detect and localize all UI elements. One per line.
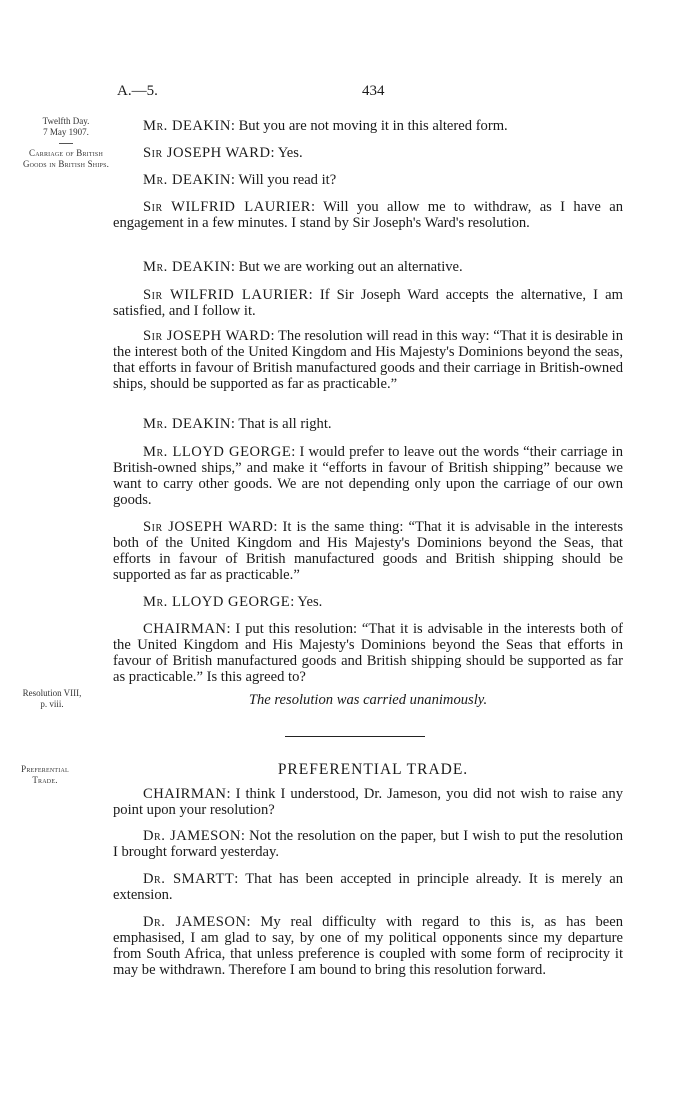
speech-text: My real difficulty with regard to this is, as has been emphasised, I am glad to say, by one of my political opponents since my departure from South Africa, that unless preference is coupled with some form of reciprocity it may be withdrawn. Therefore I am bound to bring this resolution forward. [113, 914, 624, 978]
para-6: Sir WILFRID LAURIER: If Sir Joseph Ward accepts the alternative, I am satisfied, and I follow it. [113, 287, 623, 319]
margin-subject-carriage: Carriage of British Goods in British Ships. [22, 148, 110, 169]
speaker: Sir WILFRID LAURIER [143, 199, 312, 215]
speaker: Sir JOSEPH WARD [143, 145, 271, 161]
para-5: Mr. DEAKIN: But we are working out an alternative. [143, 259, 463, 275]
speaker: Mr. DEAKIN [143, 416, 231, 432]
resolution-carried: The resolution was carried unanimously. [248, 692, 488, 708]
speaker: Sir JOSEPH WARD [143, 519, 274, 535]
para-9: Mr. LLOYD GEORGE: I would prefer to leave out the words “their carriage in British-owned ships,” and make it “efforts in favour of British shipping” because we want to carry other goods. We are not depending only upon the carriage of our own goods. [113, 444, 624, 508]
speaker: Mr. LLOYD GEORGE [143, 594, 291, 610]
speaker: Dr. JAMESON [143, 828, 241, 844]
para-1: Mr. DEAKIN: But you are not moving it in this altered form. [143, 118, 508, 134]
para-4: Sir WILFRID LAURIER: Will you allow me to withdraw, as I have an engagement in a few minutes. I stand by Sir Joseph's Ward's resolution. [113, 199, 623, 231]
page-number: 434 [362, 83, 385, 99]
speaker: Sir JOSEPH WARD [143, 328, 271, 344]
speech-text: That has been accepted in principle already. It is merely an extension. [113, 871, 623, 903]
speech-text: But you are not moving it in this altered form. [238, 118, 508, 134]
para-15: Dr. SMARTT: That has been accepted in principle already. It is merely an extension. [113, 871, 623, 903]
speech-text: Not the resolution on the paper, but I wish to put the resolution I brought forward yesterday. [113, 828, 624, 860]
speaker: Dr. JAMESON [143, 914, 247, 930]
speech-text: Yes. [277, 145, 303, 161]
section-divider [285, 736, 425, 737]
para-11: Mr. LLOYD GEORGE: Yes. [143, 594, 323, 610]
speech-text: Yes. [297, 594, 323, 610]
speech-text: I would prefer to leave out the words “their carriage in British-owned ships,” and make it “efforts in favour of British shipping” because we want to carry other goods. We are not depending only upon the carriage of our own goods. [113, 444, 624, 508]
margin-date: 7 May 1907. [43, 127, 89, 137]
margin-note-resolution [4, 688, 100, 710]
speech-text: The resolution will read in this way: “That it is desirable in the interest both of the United Kingdom and His Majesty's Dominions beyond the seas, that efforts in favour of British manufactured goods and their carriage in British-owned ships, should be supported as far as practicable.” [113, 328, 623, 392]
margin-note-date [18, 116, 114, 170]
para-2: Sir JOSEPH WARD: Yes. [143, 145, 303, 161]
speaker: Mr. DEAKIN [143, 259, 231, 275]
margin-resolution-page: p. viii. [40, 699, 64, 709]
speaker: Mr. LLOYD GEORGE [143, 444, 292, 460]
speech-text: But we are working out an alternative. [238, 259, 463, 275]
para-12: CHAIRMAN: I put this resolution: “That it is advisable in the interests both of the United Kingdom and His Majesty's Dominions beyond the Seas that efforts in favour of British manufactured goods and British shipping should be supported as far as practicable.” Is this agreed to? [113, 621, 624, 685]
para-13: CHAIRMAN: I think I understood, Dr. Jameson, you did not wish to raise any point upon your resolution? [113, 786, 623, 818]
margin-divider [59, 143, 73, 144]
para-16: Dr. JAMESON: My real difficulty with regard to this is, as has been emphasised, I am glad to say, by one of my political opponents since my departure from South Africa, that unless preference is coupled with some form of reciprocity it may be withdrawn. Therefore I am bound to bring this resolution forward. [113, 914, 624, 978]
speech-text: I put this resolution: “That it is advisable in the interests both of the United Kingdom and His Majesty's Dominions beyond the Seas that efforts in favour of British manufactured goods and British shipping should be supported as far as practicable.” Is this agreed to? [113, 621, 624, 685]
margin-day: Twelfth Day. [42, 116, 90, 126]
speaker: Mr. DEAKIN [143, 118, 231, 134]
speaker: CHAIRMAN [143, 786, 227, 802]
speech-text: It is the same thing: “That it is advisable in the interests both of the United Kingdom and His Majesty's Dominions beyond the Seas, that efforts in favour of British manufactured goods and British shipping should be supported as far as practicable.” [113, 519, 623, 583]
speaker: Sir WILFRID LAURIER [143, 287, 309, 303]
para-3: Mr. DEAKIN: Will you read it? [143, 172, 337, 188]
para-8: Mr. DEAKIN: That is all right. [143, 416, 332, 432]
speech-text: I think I understood, Dr. Jameson, you did not wish to raise any point upon your resolution? [113, 786, 623, 818]
speech-text: Will you read it? [238, 172, 337, 188]
margin-subject-preferential: Preferential Trade. [21, 764, 69, 785]
speaker: Mr. DEAKIN [143, 172, 231, 188]
section-title-preferential-trade: PREFERENTIAL TRADE. [277, 761, 469, 778]
para-14: Dr. JAMESON: Not the resolution on the paper, but I wish to put the resolution I brought forward yesterday. [113, 828, 624, 860]
speech-text: Will you allow me to withdraw, as I have an engagement in a few minutes. I stand by Sir Joseph's Ward's resolution. [113, 199, 623, 231]
para-7: Sir JOSEPH WARD: The resolution will read in this way: “That it is desirable in the interest both of the United Kingdom and His Majesty's Dominions beyond the seas, that efforts in favour of British manufactured goods and their carriage in British-owned ships, should be supported as far as practicable.” [113, 328, 623, 392]
speech-text: If Sir Joseph Ward accepts the alternative, I am satisfied, and I follow it. [113, 287, 623, 319]
para-10: Sir JOSEPH WARD: It is the same thing: “That it is advisable in the interests both of the United Kingdom and His Majesty's Dominions beyond the Seas, that efforts in favour of British manufactured goods and British shipping should be supported as far as practicable.” [113, 519, 623, 583]
speaker: CHAIRMAN [143, 621, 227, 637]
speech-text: That is all right. [238, 416, 332, 432]
header-reference: A.—5. [117, 83, 158, 99]
margin-resolution-ref: Resolution VIII, [22, 688, 82, 698]
speaker: Dr. SMARTT [143, 871, 235, 887]
